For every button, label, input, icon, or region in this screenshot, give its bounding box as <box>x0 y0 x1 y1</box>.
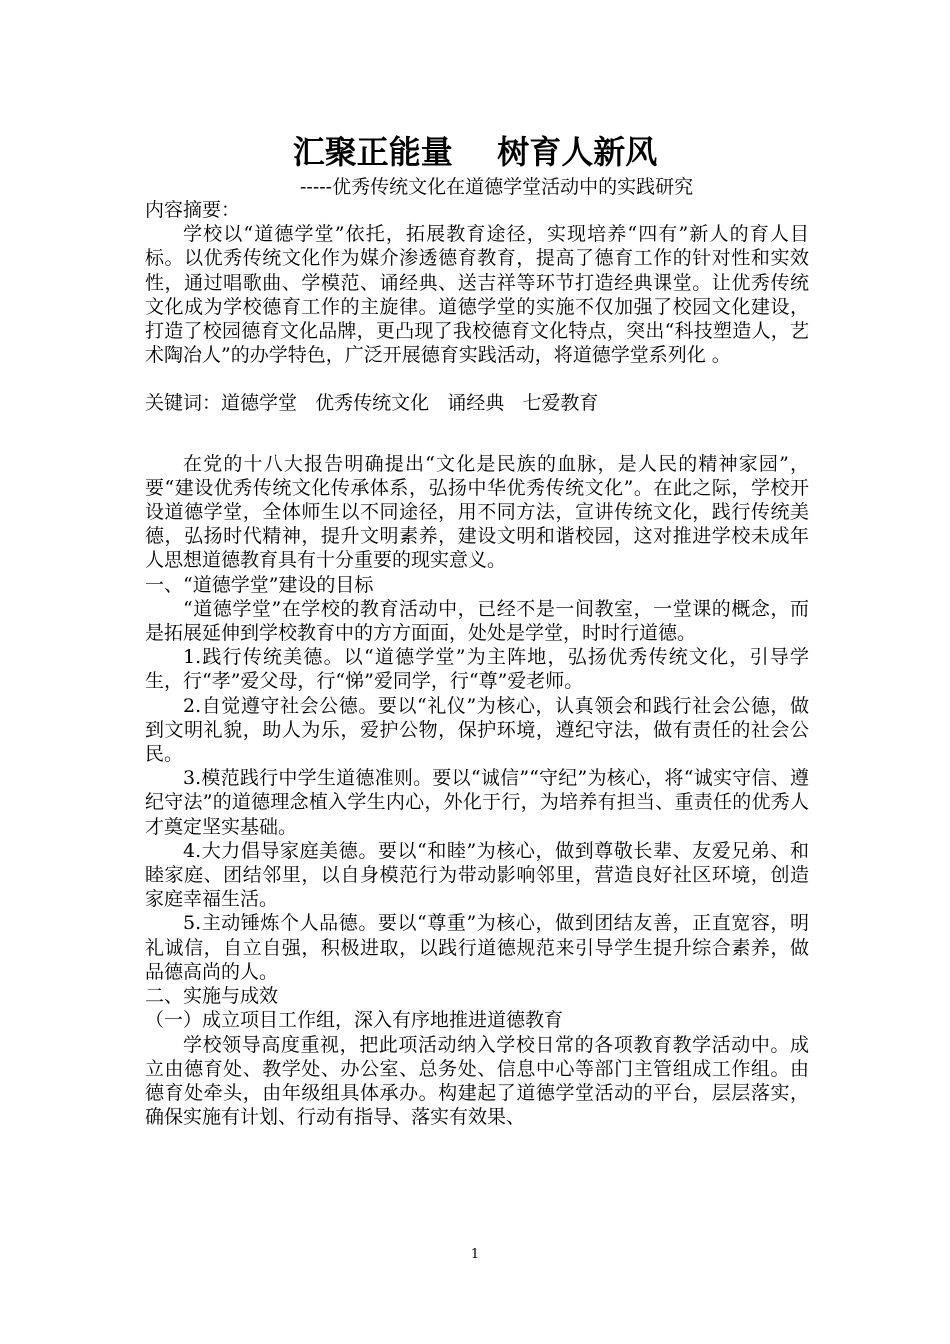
subsection-heading-1: （一）成立项目工作组，深入有序地推进道德教育 <box>145 1009 564 1032</box>
list-item: 1.践行传统美德。以“道德学堂”为主阵地，弘扬优秀传统文化，引导学生，行“孝”爱父母，行“悌”爱同学，行“尊”爱老师。 <box>145 646 809 693</box>
keywords-line: 关键词：道德学堂 优秀传统文化 诵经典 七爱教育 <box>145 392 599 415</box>
section-heading-1: 一、“道德学堂”建设的目标 <box>145 573 374 596</box>
spacer <box>145 440 809 452</box>
list-item: 3.模范践行中学生道德准则。要以“诚信”“守纪”为核心，将“诚实守信、遵纪守法”的道德理念植入学生内心，外化于行，为培养有担当、重责任的优秀人才奠定坚实基础。 <box>145 767 809 838</box>
section-1-intro: “道德学堂”在学校的教育活动中，已经不是一间教室，一堂课的概念，而是拓展延伸到学校教育中的方方面面，处处是学堂，时时行道德。 <box>145 597 809 645</box>
intro-paragraph: 在党的十八大报告明确提出“文化是民族的血脉，是人民的精神家园”，要“建设优秀传统文化传承体系，弘扬中华优秀传统文化”。在此之际，学校开设道德学堂，全体师生以不同途径，用不同方法，宣讲传统文化，践行传统美德，弘扬时代精神，提升文明素养，建设文明和谐校园，这对推进学校未成年人思想道德教育具有十分重要的现实意义。 <box>145 452 809 572</box>
document-title: 汇聚正能量 树育人新风 <box>292 133 658 171</box>
list-item: 4.大力倡导家庭美德。要以“和睦”为核心，做到尊敬长辈、友爱兄弟、和睦家庭、团结邻里，以自身模范行为带动影响邻里，营造良好社区环境，创造家庭幸福生活。 <box>145 839 809 911</box>
abstract-paragraph: 学校以“道德学堂”依托，拓展教育途径，实现培养“四有”新人的育人目标。以优秀传统文化作为媒介渗透德育教育，提高了德育工作的针对性和实效性，通过唱歌曲、学模范、诵经典、送吉祥等环节打造经典课堂。让优秀传统文化成为学校德育工作的主旋律。道德学堂的实施不仅加强了校园文化建设，打造了校园德育文化品牌，更凸现了我校德育文化特点，突出“科技塑造人，艺术陶冶人”的办学特色，广泛开展德育实践活动，将道德学堂系列化 。 <box>145 223 809 367</box>
document-body <box>145 198 809 1129</box>
list-item: 2.自觉遵守社会公德。要以“礼仪”为核心，认真领会和践行社会公德，做到文明礼貌，助人为乐，爱护公物，保护环境，遵纪守法，做有责任的社会公民。 <box>145 694 809 766</box>
spacer <box>145 367 809 391</box>
document-subtitle: -----优秀传统文化在道德学堂活动中的实践研究 <box>300 176 694 198</box>
subsection-1-paragraph: 学校领导高度重视，把此项活动纳入学校日常的各项教育教学活动中。成立由德育处、教学处、办公室、总务处、信息中心等部门主管组成工作组。由德育处牵头，由年级组具体承办。构建起了道德学堂活动的平台，层层落实，确保实施有计划、行动有指导、落实有效果、 <box>145 1033 809 1129</box>
section-heading-2: 二、实施与成效 <box>145 985 279 1008</box>
abstract-label: 内容摘要： <box>145 199 241 221</box>
list-item: 5.主动锤炼个人品德。要以“尊重”为核心，做到团结友善，正直宽容，明礼诚信，自立自强，积极进取，以践行道德规范来引导学生提升综合素养，做品德高尚的人。 <box>145 912 809 983</box>
spacer <box>145 416 809 440</box>
page-number: 1 <box>470 1247 480 1262</box>
